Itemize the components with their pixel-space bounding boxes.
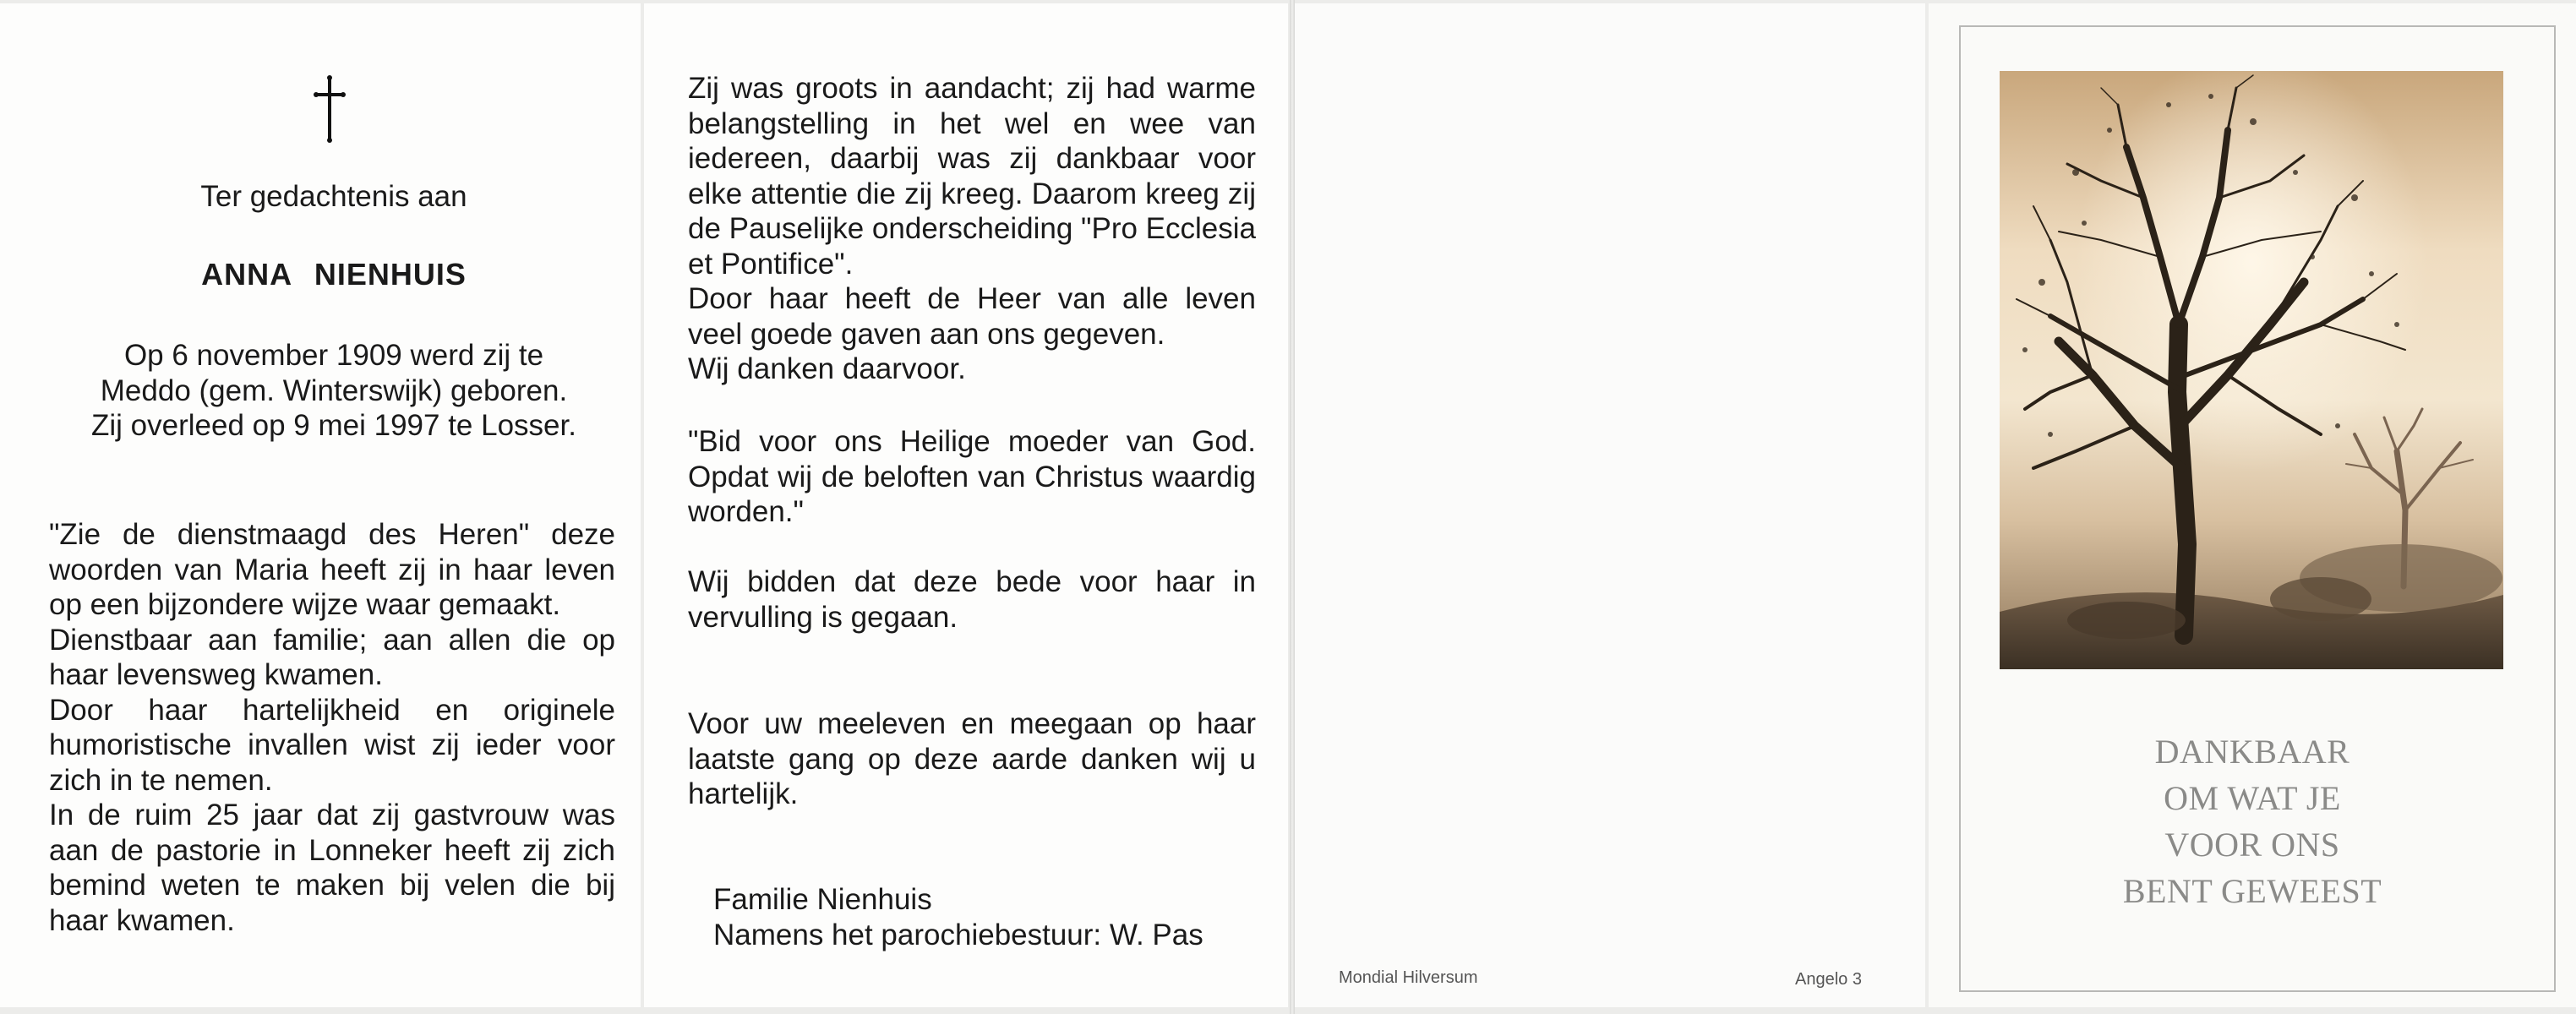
birthplace-line: Meddo (gem. Winterswijk) geboren. xyxy=(100,373,568,407)
cover-slogan xyxy=(1929,728,2576,914)
memorial-left-panel xyxy=(0,3,641,1007)
memorial-header: Ter gedachtenis aan xyxy=(200,180,467,213)
slogan-line: VOOR ONS xyxy=(2164,826,2340,864)
memorial-middle-panel xyxy=(644,3,1288,1007)
death-line: Zij overleed op 9 mei 1997 te Losser. xyxy=(91,409,576,442)
tribute-paragraph: Wij danken daarvoor. xyxy=(688,352,966,385)
slogan-line: DANKBAAR xyxy=(2154,733,2350,771)
tribute-paragraph: Door haar heeft de Heer van alle leven veel goede gaven aan ons gegeven. xyxy=(688,282,1256,351)
signature-family: Familie Nienhuis xyxy=(713,883,932,916)
thanks-text: Voor uw meeleven en meegaan op haar laatste gang op deze aarde danken wij u hartelijk. xyxy=(688,707,1256,810)
biography-text xyxy=(49,517,615,938)
wish-text: Wij bidden dat deze bede voor haar in vervulling is gegaan. xyxy=(688,565,1256,634)
biography-paragraph: Dienstbaar aan familie; aan allen die op haar levensweg kwamen. xyxy=(49,623,615,691)
life-dates xyxy=(0,338,668,444)
signature-parish: Namens het parochiebestuur: W. Pas xyxy=(713,918,1203,951)
card-cover-panel xyxy=(1929,3,2576,1007)
biography-paragraph: Door haar hartelijkheid en originele humoristische invallen wist zij ieder voor zich in te nemen. xyxy=(49,693,615,797)
card-back-panel xyxy=(1295,3,1925,1007)
signature xyxy=(713,882,1271,952)
model-label: Angelo 3 xyxy=(1795,970,1862,989)
tribute-paragraph: Zij was groots in aandacht; zij had warme belangstelling in het wel en wee van iedereen, daarbij was zij dankbaar voor elke attentie die zij kreeg. Daarom kreeg zij de Pauselijke onderscheiding "Pro Ecclesia et Pontifice". xyxy=(688,72,1256,281)
slogan-line: BENT GEWEEST xyxy=(2122,872,2382,910)
biography-paragraph: "Zie de dienstmaagd des Heren" deze woorden van Maria heeft zij in haar leven op een bijzondere wijze waar gemaakt. xyxy=(49,518,615,621)
tree-photo xyxy=(2000,71,2503,669)
slogan-line: OM WAT JE xyxy=(2164,779,2341,817)
deceased-name: ANNA NIENHUIS xyxy=(201,257,467,292)
cross-icon xyxy=(296,71,363,155)
tribute-text xyxy=(688,71,1256,387)
publisher-label: Mondial Hilversum xyxy=(1339,968,1478,987)
biography-paragraph: In de ruim 25 jaar dat zij gastvrouw was aan de pastorie in Lonneker heeft zij zich bemind weten te maken bij velen die bij haar kwamen. xyxy=(49,799,615,937)
prayer-text: "Bid voor ons Heilige moeder van God. Opdat wij de beloften van Christus waardig worden." xyxy=(688,425,1256,528)
birth-line: Op 6 november 1909 werd zij te xyxy=(123,339,544,372)
